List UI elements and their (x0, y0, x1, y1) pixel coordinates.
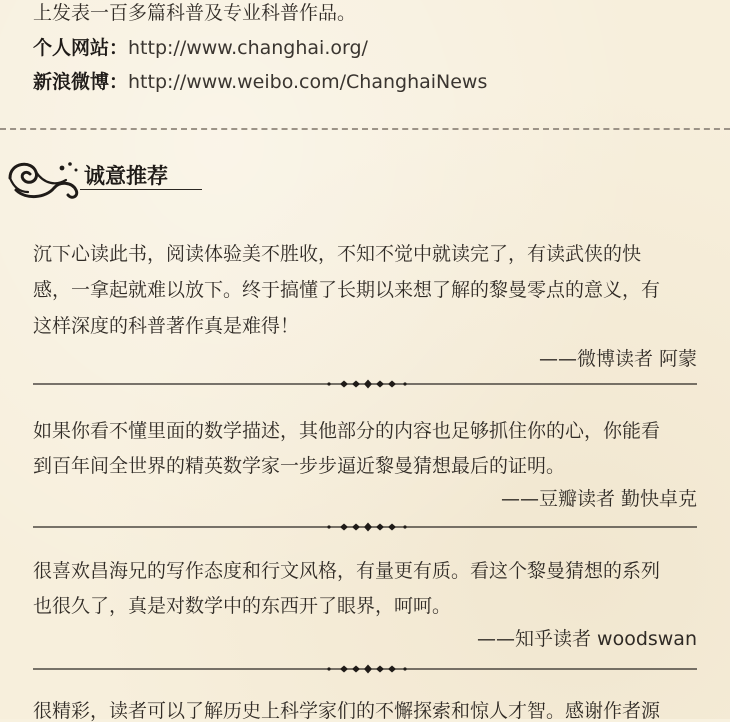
weibo-label: 新浪微博： (33, 71, 129, 93)
review-1-line-2: 感，一拿起就难以放下。终于搞懂了长期以来想了解的黎曼零点的意义，有 (33, 279, 661, 301)
review-1-line-3: 这样深度的科普著作真是难得！ (33, 315, 300, 337)
review-1-attribution: ——微博读者 阿蒙 (538, 348, 697, 370)
section-title-underline (80, 189, 202, 190)
author-intro-tail: 上发表一百多篇科普及专业科普作品。 (33, 2, 357, 24)
weibo-link[interactable]: http://www.weibo.com/ChanghaiNews (128, 71, 488, 93)
section-title: 诚意推荐 (84, 164, 168, 188)
review-1-line-1: 沉下心读此书，阅读体验美不胜收，不知不觉中就读完了，有读武侠的快 (33, 243, 642, 265)
review-3-attribution: ——知乎读者 woodswan (476, 628, 697, 650)
dashed-separator (0, 128, 730, 130)
website-link[interactable]: http://www.changhai.org/ (128, 37, 368, 59)
review-2-line-2: 到百年间全世界的精英数学家一步步逼近黎曼猜想最后的证明。 (33, 455, 566, 477)
website-row (33, 37, 368, 59)
website-label: 个人网站： (33, 37, 129, 59)
review-2-attribution: ——豆瓣读者 勤快卓克 (500, 488, 697, 510)
review-3-line-2: 也很久了，真是对数学中的东西开了眼界，呵呵。 (33, 595, 452, 617)
review-3-line-1: 很喜欢昌海兄的写作态度和行文风格，有量更有质。看这个黎曼猜想的系列 (33, 560, 661, 582)
weibo-row (33, 71, 487, 93)
review-2-line-1: 如果你看不懂里面的数学描述，其他部分的内容也足够抓住你的心，你能看 (33, 420, 661, 442)
ornamental-divider (33, 664, 697, 674)
ornamental-divider (33, 522, 697, 532)
ornamental-divider (33, 379, 697, 389)
review-4-line-1: 很精彩，读者可以了解历史上科学家们的不懈探索和惊人才智。感谢作者源 (33, 700, 661, 722)
